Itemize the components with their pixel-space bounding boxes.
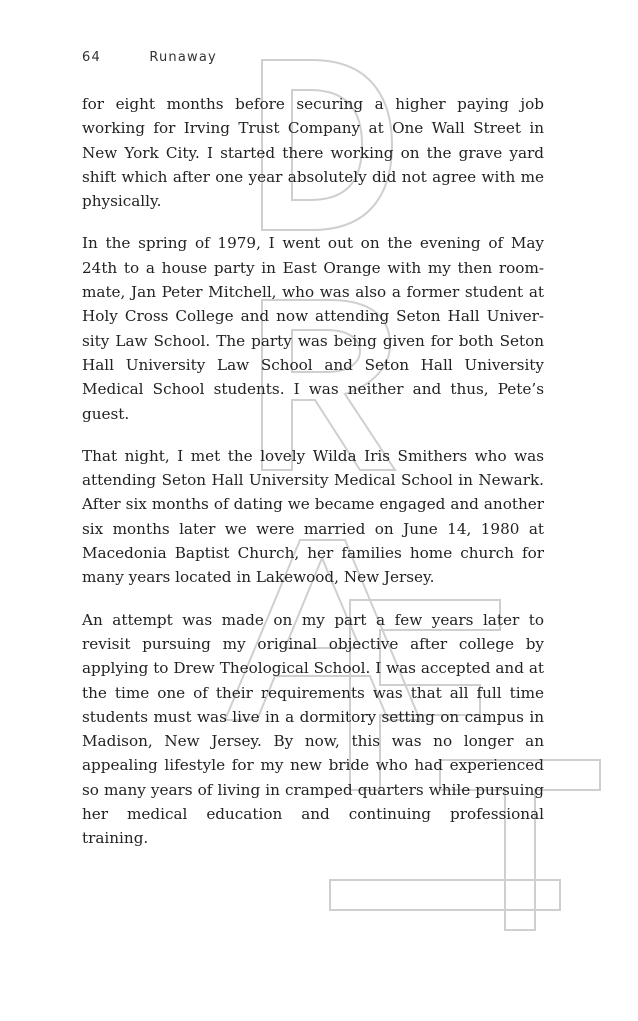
paragraph: for eight months before securing a higher paying job working for Irving Trust Company at One Wall Street in New York City. I started there working on the grave yard shift which after one year absolutely did not agree with me physically. bbox=[82, 95, 544, 211]
body-text bbox=[82, 92, 544, 869]
paragraph: An attempt was made on my part a few years later to revisit pursuing my original objective after college by applying to Drew Theological School. I was accepted and at the time one of their requirements was that all full time students must was live in a dormitory setting on campus in Madison, New Jersey. By now, this was no longer an appealing lifestyle for my new bride who had experienced so many years of living in cramped quarters while pursuing her medical education and continuing professional training. bbox=[82, 610, 544, 848]
watermark-slab bbox=[330, 880, 560, 910]
paragraph: That night, I met the lovely Wilda Iris Smithers who was attending Seton Hall University Medical School in Newark. After six months of dating we became engaged and another six months later we were married on June 14, 1980 at Macedonia Baptist Church, her families home church for many years located in Lakewood, New Jersey. bbox=[82, 446, 544, 587]
running-title: Runaway bbox=[149, 50, 217, 65]
running-header bbox=[82, 50, 217, 65]
page-number: 64 bbox=[82, 50, 101, 65]
paragraph: In the spring of 1979, I went out on the evening of May 24th to a house party in East Orange with my then roommate, Jan Peter Mitchell, who was also a former student at Holy Cross College and now attending Seton Hall University Law School. The party was being given for both Seton Hall University Law School and Seton Hall University Medical School students. I was neither and thus, Pete’s guest. bbox=[82, 234, 544, 423]
